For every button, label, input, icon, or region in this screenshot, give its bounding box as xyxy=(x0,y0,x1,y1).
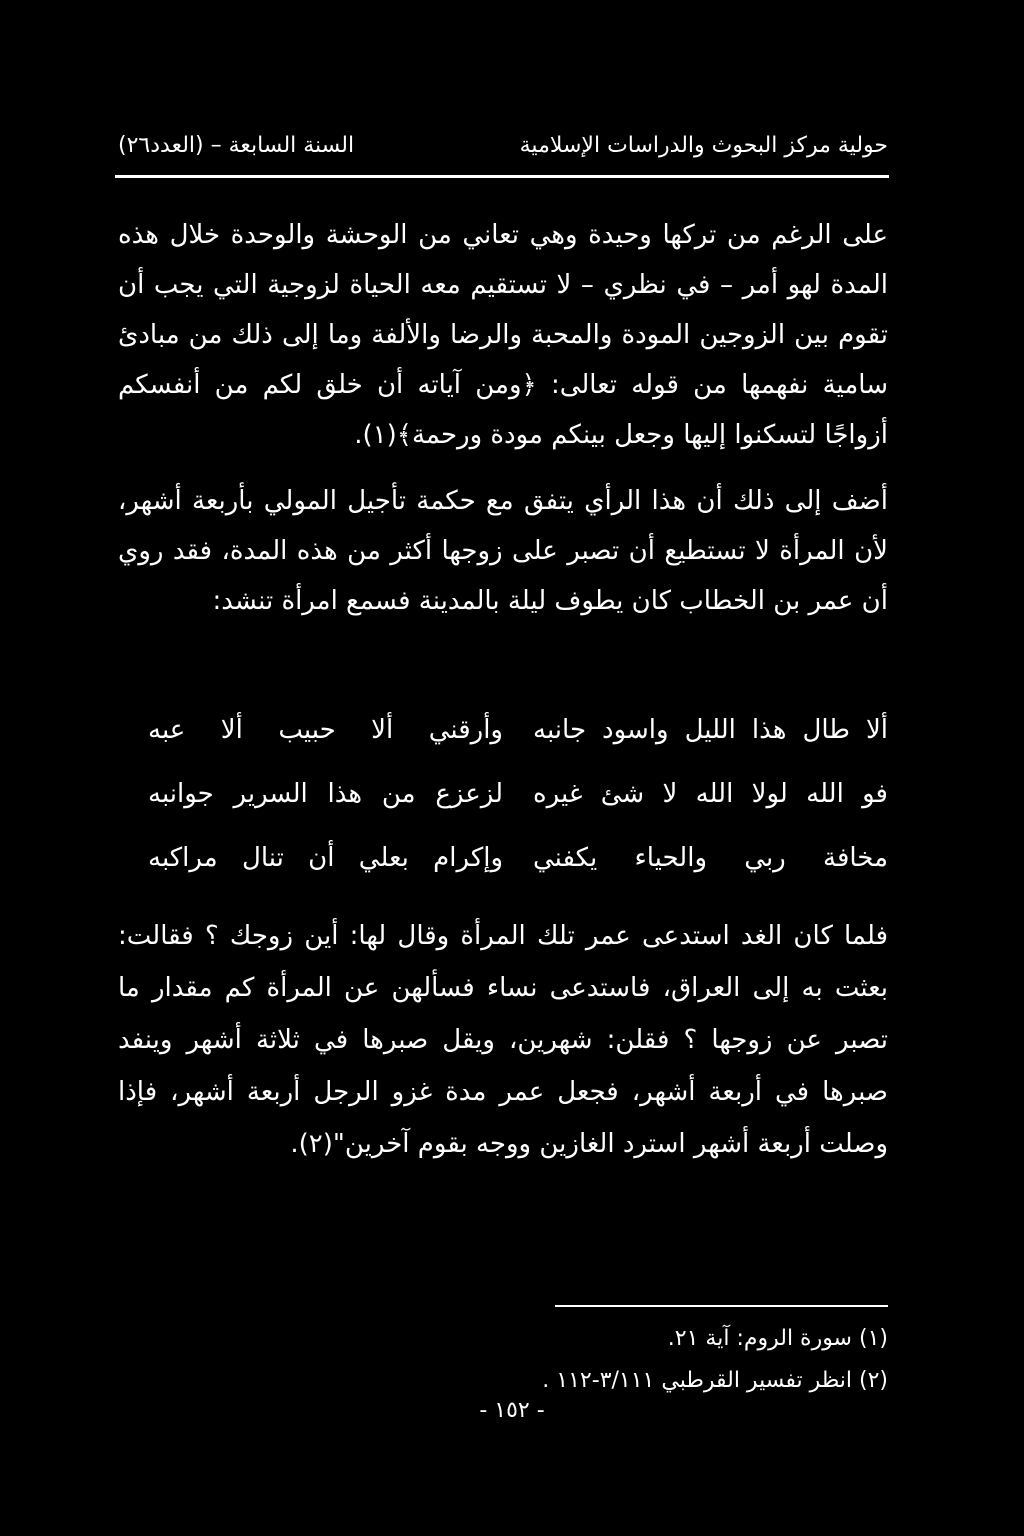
verse-first-hemistich: مخافة ربي والحياء يكفني xyxy=(533,843,888,873)
verse-second-hemistich: لزعزع من هذا السرير جوانبه xyxy=(148,779,503,809)
verse-first-hemistich: ألا طال هذا الليل واسود جانبه xyxy=(533,715,888,745)
paragraph-2: أضف إلى ذلك أن هذا الرأي يتفق مع حكمة تأجيل المولي بأربعة أشهر، لأن المرأة لا تستطيع أن تصبر على زوجها أكثر من هذه المدة، فقد روي أن عمر بن الخطاب كان يطوف ليلة بالمدينة فسمع امرأة تنشد: xyxy=(118,486,888,616)
verse-first-hemistich: فو الله لولا الله لا شئ غيره xyxy=(533,779,888,809)
footnotes xyxy=(400,1318,888,1402)
header-divider xyxy=(115,175,889,178)
verse-second-hemistich: وإكرام بعلي أن تنال مراكبه xyxy=(148,843,503,873)
running-header xyxy=(118,133,888,169)
poem-block xyxy=(118,715,888,907)
verse-second-hemistich: وأرقني ألا حبيب ألا عبه xyxy=(148,715,503,745)
page-number: - ١٥٢ - xyxy=(479,1398,545,1423)
issue-label: السنة السابعة – (العدد٢٦) xyxy=(118,133,355,158)
paragraph-3: فلما كان الغد استدعى عمر تلك المرأة وقال لها: أين زوجك ؟ فقالت: بعثت به إلى العراق، فاستدعى نساء فسألهن عن المرأة كم مقدار ما تصبر عن زوجها ؟ فقلن: شهرين، ويقل صبرها في ثلاثة أشهر وينفد صبرها في أربعة أشهر، فجعل عمر مدة غزو الرجل أربعة أشهر، فإذا وصلت أربعة أشهر استرد الغازين ووجه بقوم آخرين"(٢). xyxy=(118,921,888,1159)
poem-verse xyxy=(118,843,888,907)
footnote-2: (٢) انظر تفسير القرطبي ٣/١١١-١١٢ . xyxy=(542,1368,888,1393)
poem-verse xyxy=(118,779,888,843)
main-text-block-continued xyxy=(118,910,888,1170)
main-text-block xyxy=(118,210,888,626)
paragraph-1: على الرغم من تركها وحيدة وهي تعاني من الوحشة والوحدة خلال هذه المدة لهو أمر – في نظري – لا تستقيم معه الحياة لزوجية التي يجب أن تقوم بين الزوجين المودة والمحبة والرضا والألفة وما إلى ذلك من مبادئ سامية نفهمها من قوله تعالى: ﴿ومن آياته أن خلق لكم من أنفسكم أزواجًا لتسكنوا إليها وجعل بينكم مودة ورحمة﴾(١). xyxy=(118,220,888,450)
footnote-1: (١) سورة الروم: آية ٢١. xyxy=(667,1326,888,1351)
journal-title: حولية مركز البحوث والدراسات الإسلامية xyxy=(519,133,888,158)
poem-verse xyxy=(118,715,888,779)
footnote-divider xyxy=(555,1305,888,1307)
